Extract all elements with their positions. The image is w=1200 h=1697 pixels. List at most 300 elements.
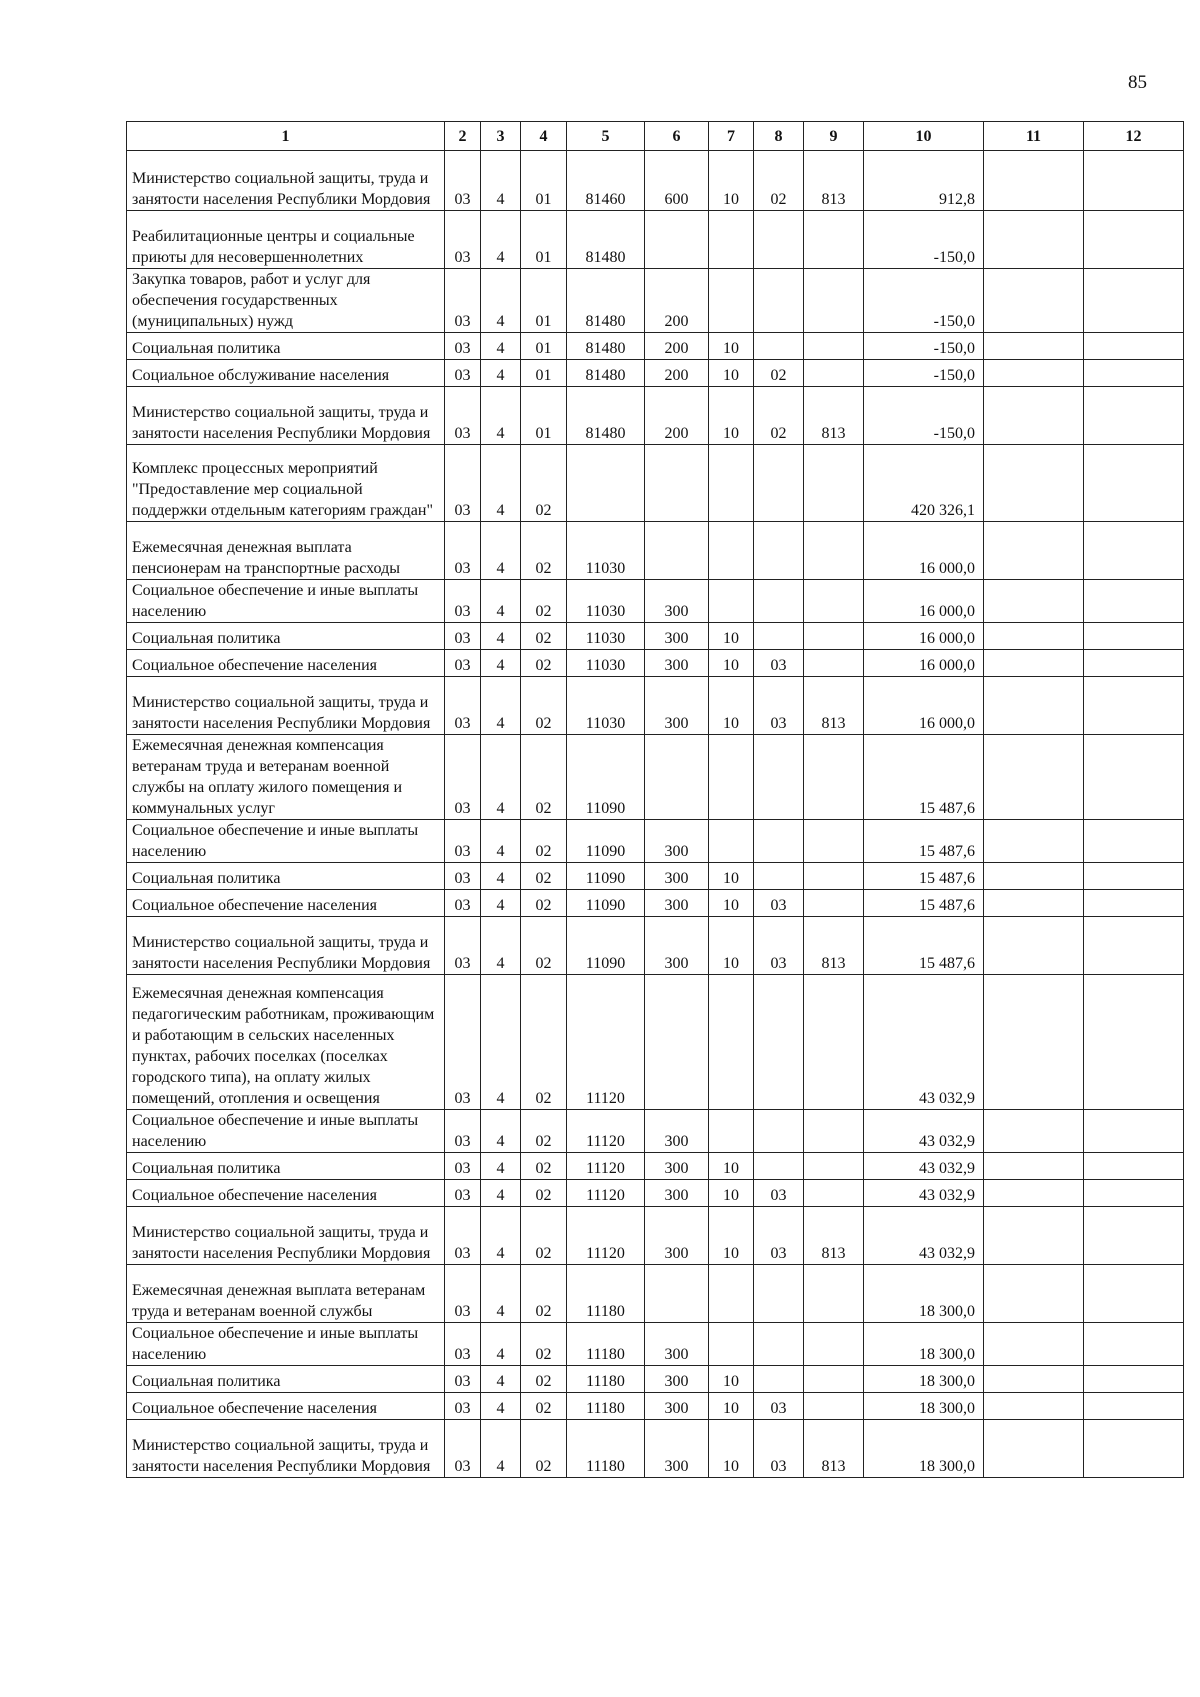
row-value-cell: [709, 1323, 754, 1366]
row-value-cell: 16 000,0: [864, 522, 984, 580]
row-value-cell: [804, 650, 864, 677]
row-value-cell: [1084, 677, 1184, 735]
row-value-cell: 200: [645, 333, 709, 360]
row-value-cell: 11090: [567, 917, 645, 975]
row-name-cell: Комплекс процессных мероприятий "Предоставление мер социальной поддержки отдельным категориям граждан": [127, 445, 445, 522]
row-value-cell: [567, 445, 645, 522]
row-value-cell: [1084, 1420, 1184, 1478]
row-value-cell: [804, 623, 864, 650]
row-value-cell: [804, 1393, 864, 1420]
row-value-cell: 02: [521, 890, 567, 917]
row-value-cell: 10: [709, 677, 754, 735]
row-value-cell: 10: [709, 890, 754, 917]
row-name-cell: Реабилитационные центры и социальные приюты для несовершеннолетних: [127, 211, 445, 269]
row-value-cell: 43 032,9: [864, 975, 984, 1110]
row-value-cell: 300: [645, 1207, 709, 1265]
row-value-cell: 03: [445, 975, 481, 1110]
column-header: 10: [864, 122, 984, 151]
row-name-cell: Социальная политика: [127, 623, 445, 650]
row-value-cell: 4: [481, 522, 521, 580]
row-value-cell: 4: [481, 387, 521, 445]
row-name-cell: Ежемесячная денежная выплата ветеранам труда и ветеранам военной службы: [127, 1265, 445, 1323]
row-value-cell: [984, 522, 1084, 580]
row-value-cell: 4: [481, 890, 521, 917]
row-value-cell: 4: [481, 269, 521, 333]
row-value-cell: [754, 522, 804, 580]
row-value-cell: 4: [481, 820, 521, 863]
row-value-cell: [754, 580, 804, 623]
row-value-cell: 02: [754, 387, 804, 445]
row-value-cell: 4: [481, 863, 521, 890]
row-name-cell: Социальное обеспечение населения: [127, 650, 445, 677]
row-value-cell: 4: [481, 623, 521, 650]
row-value-cell: 02: [521, 820, 567, 863]
row-value-cell: [754, 1323, 804, 1366]
row-value-cell: [1084, 890, 1184, 917]
row-value-cell: [984, 820, 1084, 863]
table-row: [127, 820, 1184, 863]
row-value-cell: [709, 211, 754, 269]
row-value-cell: 4: [481, 333, 521, 360]
row-value-cell: 813: [804, 677, 864, 735]
row-value-cell: 03: [445, 580, 481, 623]
row-value-cell: 16 000,0: [864, 580, 984, 623]
row-name-cell: Министерство социальной защиты, труда и занятости населения Республики Мордовия: [127, 677, 445, 735]
row-value-cell: 15 487,6: [864, 917, 984, 975]
row-value-cell: 81480: [567, 387, 645, 445]
row-value-cell: 420 326,1: [864, 445, 984, 522]
row-value-cell: 01: [521, 151, 567, 211]
row-value-cell: 600: [645, 151, 709, 211]
row-value-cell: [804, 580, 864, 623]
row-value-cell: [709, 269, 754, 333]
row-value-cell: 4: [481, 650, 521, 677]
row-value-cell: [1084, 269, 1184, 333]
row-name-cell: Социальное обеспечение населения: [127, 1180, 445, 1207]
row-value-cell: 4: [481, 735, 521, 820]
row-value-cell: [1084, 975, 1184, 1110]
row-value-cell: 4: [481, 917, 521, 975]
table-row: [127, 917, 1184, 975]
row-name-cell: Ежемесячная денежная компенсация педагогическим работникам, проживающим и работающим в сельских населенных пунктах, рабочих поселках (поселках городского типа), на оплату жилых помещений, отопления и освещения: [127, 975, 445, 1110]
row-value-cell: 15 487,6: [864, 735, 984, 820]
row-value-cell: 01: [521, 333, 567, 360]
row-value-cell: 03: [445, 1110, 481, 1153]
row-value-cell: 4: [481, 677, 521, 735]
row-value-cell: 18 300,0: [864, 1323, 984, 1366]
row-value-cell: 03: [754, 1180, 804, 1207]
row-value-cell: [804, 333, 864, 360]
row-value-cell: 11180: [567, 1366, 645, 1393]
row-name-cell: Социальная политика: [127, 1153, 445, 1180]
row-value-cell: [754, 735, 804, 820]
row-value-cell: [1084, 151, 1184, 211]
row-value-cell: [709, 975, 754, 1110]
row-value-cell: [984, 1207, 1084, 1265]
row-value-cell: 10: [709, 650, 754, 677]
row-value-cell: 4: [481, 1323, 521, 1366]
row-value-cell: [754, 1110, 804, 1153]
row-value-cell: [754, 211, 804, 269]
row-value-cell: 300: [645, 580, 709, 623]
column-header: 7: [709, 122, 754, 151]
row-value-cell: 01: [521, 211, 567, 269]
table-row: [127, 269, 1184, 333]
row-value-cell: 81480: [567, 211, 645, 269]
row-value-cell: 03: [445, 1207, 481, 1265]
row-name-cell: Министерство социальной защиты, труда и занятости населения Республики Мордовия: [127, 1207, 445, 1265]
row-value-cell: [804, 975, 864, 1110]
row-value-cell: 200: [645, 360, 709, 387]
row-name-cell: Социальное обеспечение и иные выплаты населению: [127, 1323, 445, 1366]
table-row: [127, 623, 1184, 650]
row-value-cell: [984, 975, 1084, 1110]
page-number: 85: [1128, 72, 1147, 93]
row-value-cell: 300: [645, 917, 709, 975]
row-value-cell: [804, 1180, 864, 1207]
table-row: [127, 333, 1184, 360]
row-value-cell: 10: [709, 1153, 754, 1180]
row-value-cell: 300: [645, 1420, 709, 1478]
row-value-cell: 300: [645, 863, 709, 890]
row-value-cell: 03: [445, 863, 481, 890]
row-value-cell: [1084, 650, 1184, 677]
row-value-cell: 11030: [567, 650, 645, 677]
row-value-cell: 912,8: [864, 151, 984, 211]
row-value-cell: [1084, 1323, 1184, 1366]
row-value-cell: 4: [481, 975, 521, 1110]
row-value-cell: -150,0: [864, 387, 984, 445]
row-name-cell: Социальная политика: [127, 1366, 445, 1393]
row-value-cell: [984, 360, 1084, 387]
row-value-cell: [709, 445, 754, 522]
row-value-cell: 02: [754, 360, 804, 387]
row-value-cell: [984, 580, 1084, 623]
row-value-cell: 4: [481, 151, 521, 211]
row-name-cell: Социальное обеспечение и иные выплаты населению: [127, 1110, 445, 1153]
column-header: 11: [984, 122, 1084, 151]
row-value-cell: [1084, 735, 1184, 820]
row-value-cell: 03: [754, 1207, 804, 1265]
row-value-cell: 10: [709, 1207, 754, 1265]
row-name-cell: Социальное обеспечение населения: [127, 1393, 445, 1420]
row-value-cell: 03: [445, 735, 481, 820]
row-value-cell: 03: [445, 522, 481, 580]
row-value-cell: [1084, 333, 1184, 360]
row-value-cell: 16 000,0: [864, 623, 984, 650]
table-row: [127, 1393, 1184, 1420]
row-value-cell: 43 032,9: [864, 1207, 984, 1265]
row-value-cell: [754, 863, 804, 890]
row-value-cell: [645, 975, 709, 1110]
row-value-cell: 11030: [567, 623, 645, 650]
row-value-cell: [1084, 1110, 1184, 1153]
row-value-cell: 4: [481, 580, 521, 623]
row-value-cell: [804, 890, 864, 917]
row-value-cell: 300: [645, 1366, 709, 1393]
row-name-cell: Социальная политика: [127, 863, 445, 890]
column-header: 3: [481, 122, 521, 151]
row-value-cell: [645, 445, 709, 522]
row-value-cell: 300: [645, 650, 709, 677]
row-value-cell: 01: [521, 269, 567, 333]
row-value-cell: [984, 269, 1084, 333]
row-value-cell: [984, 211, 1084, 269]
row-value-cell: [984, 1110, 1084, 1153]
row-value-cell: 11120: [567, 1153, 645, 1180]
row-value-cell: 18 300,0: [864, 1366, 984, 1393]
row-value-cell: [1084, 580, 1184, 623]
row-value-cell: 11090: [567, 820, 645, 863]
row-value-cell: 4: [481, 445, 521, 522]
row-value-cell: [754, 1366, 804, 1393]
table-row: [127, 211, 1184, 269]
row-value-cell: 02: [521, 1366, 567, 1393]
row-value-cell: 03: [445, 650, 481, 677]
row-value-cell: 300: [645, 677, 709, 735]
table-row: [127, 650, 1184, 677]
row-value-cell: 03: [445, 1420, 481, 1478]
table-row: [127, 387, 1184, 445]
row-value-cell: 16 000,0: [864, 677, 984, 735]
row-value-cell: 10: [709, 387, 754, 445]
table-row: [127, 1366, 1184, 1393]
row-value-cell: 813: [804, 917, 864, 975]
row-value-cell: 03: [445, 820, 481, 863]
row-value-cell: [1084, 445, 1184, 522]
row-value-cell: 02: [521, 677, 567, 735]
row-value-cell: 81480: [567, 360, 645, 387]
row-value-cell: 11030: [567, 522, 645, 580]
row-value-cell: 300: [645, 820, 709, 863]
row-value-cell: 4: [481, 1366, 521, 1393]
row-value-cell: [754, 623, 804, 650]
row-value-cell: 11180: [567, 1420, 645, 1478]
row-value-cell: [754, 1153, 804, 1180]
row-value-cell: 03: [445, 1180, 481, 1207]
row-value-cell: 03: [754, 890, 804, 917]
row-value-cell: 03: [445, 387, 481, 445]
table-row: [127, 1180, 1184, 1207]
row-value-cell: 4: [481, 1153, 521, 1180]
table-row: [127, 1207, 1184, 1265]
row-value-cell: [984, 445, 1084, 522]
row-value-cell: 81460: [567, 151, 645, 211]
row-value-cell: 300: [645, 1393, 709, 1420]
row-value-cell: 02: [521, 1265, 567, 1323]
row-value-cell: [709, 820, 754, 863]
row-value-cell: 15 487,6: [864, 820, 984, 863]
table-row: [127, 151, 1184, 211]
row-value-cell: 02: [521, 975, 567, 1110]
row-value-cell: 02: [521, 623, 567, 650]
row-value-cell: 11180: [567, 1265, 645, 1323]
row-value-cell: 81480: [567, 333, 645, 360]
row-value-cell: 03: [445, 445, 481, 522]
column-header: 8: [754, 122, 804, 151]
row-value-cell: [984, 1180, 1084, 1207]
row-value-cell: 02: [521, 863, 567, 890]
row-value-cell: 10: [709, 623, 754, 650]
row-value-cell: 4: [481, 1207, 521, 1265]
row-value-cell: [1084, 1153, 1184, 1180]
table-row: [127, 1323, 1184, 1366]
row-value-cell: [804, 1323, 864, 1366]
row-value-cell: [804, 522, 864, 580]
row-name-cell: Министерство социальной защиты, труда и занятости населения Республики Мордовия: [127, 917, 445, 975]
row-value-cell: [1084, 623, 1184, 650]
row-name-cell: Ежемесячная денежная компенсация ветеранам труда и ветеранам военной службы на оплату жилого помещения и коммунальных услуг: [127, 735, 445, 820]
row-value-cell: [645, 1265, 709, 1323]
row-value-cell: 03: [754, 677, 804, 735]
row-value-cell: 300: [645, 623, 709, 650]
table-row: [127, 1265, 1184, 1323]
row-value-cell: 03: [445, 211, 481, 269]
row-value-cell: 300: [645, 1323, 709, 1366]
row-value-cell: 01: [521, 387, 567, 445]
row-value-cell: 03: [445, 1153, 481, 1180]
row-value-cell: [984, 863, 1084, 890]
row-value-cell: [804, 360, 864, 387]
row-value-cell: 02: [521, 1420, 567, 1478]
row-value-cell: 02: [521, 1207, 567, 1265]
column-header: 6: [645, 122, 709, 151]
row-value-cell: [984, 1420, 1084, 1478]
row-value-cell: [709, 1110, 754, 1153]
row-value-cell: 01: [521, 360, 567, 387]
row-name-cell: Социальная политика: [127, 333, 445, 360]
row-value-cell: [1084, 1393, 1184, 1420]
row-value-cell: [1084, 211, 1184, 269]
budget-table: [126, 121, 1184, 1478]
row-value-cell: 4: [481, 360, 521, 387]
row-value-cell: 11120: [567, 1110, 645, 1153]
row-value-cell: [804, 820, 864, 863]
row-value-cell: 11090: [567, 890, 645, 917]
row-value-cell: [804, 445, 864, 522]
row-value-cell: 02: [521, 650, 567, 677]
row-value-cell: 10: [709, 917, 754, 975]
row-value-cell: 813: [804, 1420, 864, 1478]
row-value-cell: [984, 1153, 1084, 1180]
table-row: [127, 1420, 1184, 1478]
row-value-cell: 18 300,0: [864, 1265, 984, 1323]
row-value-cell: [984, 333, 1084, 360]
row-value-cell: 4: [481, 1110, 521, 1153]
row-value-cell: 03: [445, 1265, 481, 1323]
row-value-cell: 03: [754, 1420, 804, 1478]
row-value-cell: 02: [521, 1180, 567, 1207]
row-value-cell: [1084, 1207, 1184, 1265]
row-value-cell: [984, 151, 1084, 211]
column-header: 1: [127, 122, 445, 151]
row-value-cell: 300: [645, 890, 709, 917]
row-value-cell: 200: [645, 269, 709, 333]
row-value-cell: 15 487,6: [864, 890, 984, 917]
row-value-cell: [984, 1323, 1084, 1366]
row-value-cell: 02: [754, 151, 804, 211]
row-value-cell: 03: [445, 1366, 481, 1393]
row-value-cell: 02: [521, 1323, 567, 1366]
row-value-cell: 03: [445, 917, 481, 975]
row-value-cell: 43 032,9: [864, 1153, 984, 1180]
row-value-cell: 11120: [567, 1180, 645, 1207]
row-value-cell: 4: [481, 1420, 521, 1478]
row-value-cell: 02: [521, 735, 567, 820]
row-value-cell: [754, 820, 804, 863]
row-value-cell: [804, 1153, 864, 1180]
row-value-cell: [1084, 917, 1184, 975]
row-value-cell: 03: [445, 1393, 481, 1420]
row-value-cell: [754, 333, 804, 360]
row-value-cell: [984, 1366, 1084, 1393]
row-value-cell: [804, 1110, 864, 1153]
row-value-cell: [804, 735, 864, 820]
row-value-cell: 11120: [567, 975, 645, 1110]
row-name-cell: Социальное обеспечение и иные выплаты населению: [127, 820, 445, 863]
row-value-cell: 11030: [567, 580, 645, 623]
table-row: [127, 735, 1184, 820]
row-value-cell: [645, 211, 709, 269]
row-value-cell: 11180: [567, 1323, 645, 1366]
row-value-cell: 10: [709, 1393, 754, 1420]
row-value-cell: [984, 677, 1084, 735]
row-value-cell: [984, 1265, 1084, 1323]
column-header: 5: [567, 122, 645, 151]
row-value-cell: -150,0: [864, 333, 984, 360]
row-value-cell: 02: [521, 445, 567, 522]
row-value-cell: 02: [521, 1110, 567, 1153]
row-value-cell: [709, 522, 754, 580]
row-value-cell: 10: [709, 333, 754, 360]
row-value-cell: 02: [521, 580, 567, 623]
row-value-cell: 03: [445, 269, 481, 333]
row-name-cell: Министерство социальной защиты, труда и занятости населения Республики Мордовия: [127, 387, 445, 445]
row-value-cell: [984, 735, 1084, 820]
row-value-cell: [1084, 1265, 1184, 1323]
row-value-cell: 03: [445, 623, 481, 650]
row-value-cell: 03: [445, 360, 481, 387]
table-row: [127, 522, 1184, 580]
row-value-cell: 11090: [567, 735, 645, 820]
row-value-cell: [754, 269, 804, 333]
row-value-cell: [804, 211, 864, 269]
row-value-cell: 4: [481, 1393, 521, 1420]
row-value-cell: 300: [645, 1180, 709, 1207]
row-value-cell: [645, 735, 709, 820]
row-value-cell: 02: [521, 522, 567, 580]
row-value-cell: 03: [445, 1323, 481, 1366]
row-value-cell: 4: [481, 1180, 521, 1207]
row-value-cell: 813: [804, 151, 864, 211]
column-header: 9: [804, 122, 864, 151]
table-row: [127, 890, 1184, 917]
table-row: [127, 677, 1184, 735]
row-name-cell: Социальное обеспечение населения: [127, 890, 445, 917]
row-value-cell: 43 032,9: [864, 1180, 984, 1207]
row-value-cell: 300: [645, 1153, 709, 1180]
row-value-cell: [709, 580, 754, 623]
row-value-cell: [754, 445, 804, 522]
row-name-cell: Министерство социальной защиты, труда и занятости населения Республики Мордовия: [127, 1420, 445, 1478]
row-value-cell: 03: [445, 333, 481, 360]
header-row: [127, 122, 1184, 151]
row-value-cell: [754, 1265, 804, 1323]
row-name-cell: Ежемесячная денежная выплата пенсионерам на транспортные расходы: [127, 522, 445, 580]
row-name-cell: Социальное обеспечение и иные выплаты населению: [127, 580, 445, 623]
row-value-cell: 81480: [567, 269, 645, 333]
row-value-cell: [1084, 1180, 1184, 1207]
